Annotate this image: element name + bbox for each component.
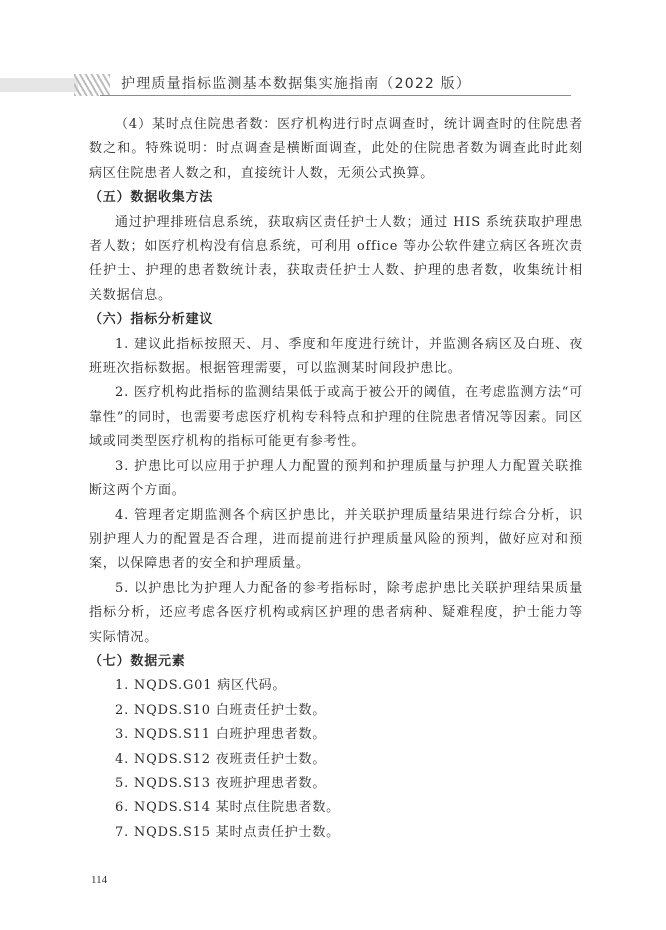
- header-gray-band: [0, 78, 78, 92]
- data-element-item: 1. NQDS.G01 病区代码。: [115, 678, 287, 694]
- page-body: [89, 113, 583, 845]
- section-heading-analysis: （六）指标分析建议: [89, 312, 214, 328]
- analysis-item-1: 1. 建议此指标按照天、月、季度和年度进行统计，并监测各病区及白班、夜班班次指标数据。根据管理需要，可以监测某时间段护患比。: [89, 336, 583, 377]
- header-stripe-decoration: [74, 74, 110, 96]
- analysis-item-2: 2. 医疗机构此指标的监测结果低于或高于被公开的阈值，在考虑监测方法“可靠性”的同时，也需要考虑医疗机构专科特点和护理的住院患者情况等因素。同区域或同类型医疗机构的指标可能更有参考性。: [89, 385, 583, 450]
- data-element-item: 2. NQDS.S10 白班责任护士数。: [115, 702, 327, 718]
- section-heading-data-collection: （五）数据收集方法: [89, 190, 214, 206]
- page-number: 114: [91, 874, 108, 886]
- data-element-item: 3. NQDS.S11 白班护理患者数。: [115, 727, 327, 743]
- analysis-item-4: 4. 管理者定期监测各个病区护患比，并关联护理质量结果进行综合分析，识别护理人力的配置是否合理，进而提前进行护理质量风险的预判，做好应对和预案，以保障患者的安全和护理质量。: [89, 507, 583, 572]
- paragraph-point-in-time-patients: （4）某时点住院患者数：医疗机构进行时点调查时，统计调查时的住院患者数之和。特殊说明：时点调查是横断面调查，此处的住院患者数为调查此时此刻病区住院患者人数之和，直接统计人数，无须公式换算。: [89, 117, 583, 181]
- running-header-title: 护理质量指标监测基本数据集实施指南（2022 版）: [121, 76, 472, 92]
- data-element-item: 7. NQDS.S15 某时点责任护士数。: [115, 824, 340, 840]
- analysis-item-3: 3. 护患比可以应用于护理人力配置的预判和护理质量与护理人力配置关联推断这两个方面。: [89, 458, 583, 499]
- data-element-item: 6. NQDS.S14 某时点住院患者数。: [115, 800, 340, 816]
- data-element-item: 4. NQDS.S12 夜班责任护士数。: [115, 751, 327, 767]
- header-rule: [100, 95, 571, 96]
- running-header: [0, 72, 666, 96]
- data-element-item: 5. NQDS.S13 夜班护理患者数。: [115, 775, 327, 791]
- paragraph-data-collection: 通过护理排班信息系统，获取病区责任护士人数；通过 HIS 系统获取护理患者人数；如医疗机构没有信息系统，可利用 office 等办公软件建立病区各班次责任护士、护理的患者数统计表，获取责任护士人数、护理的患者数，收集统计相关数据信息。: [89, 214, 583, 303]
- analysis-item-5: 5. 以护患比为护理人力配备的参考指标时，除考虑护患比关联护理结果质量指标分析，还应考虑各医疗机构或病区护理的患者病种、疑难程度，护士能力等实际情况。: [89, 580, 583, 645]
- section-heading-data-elements: （七）数据元素: [89, 653, 186, 669]
